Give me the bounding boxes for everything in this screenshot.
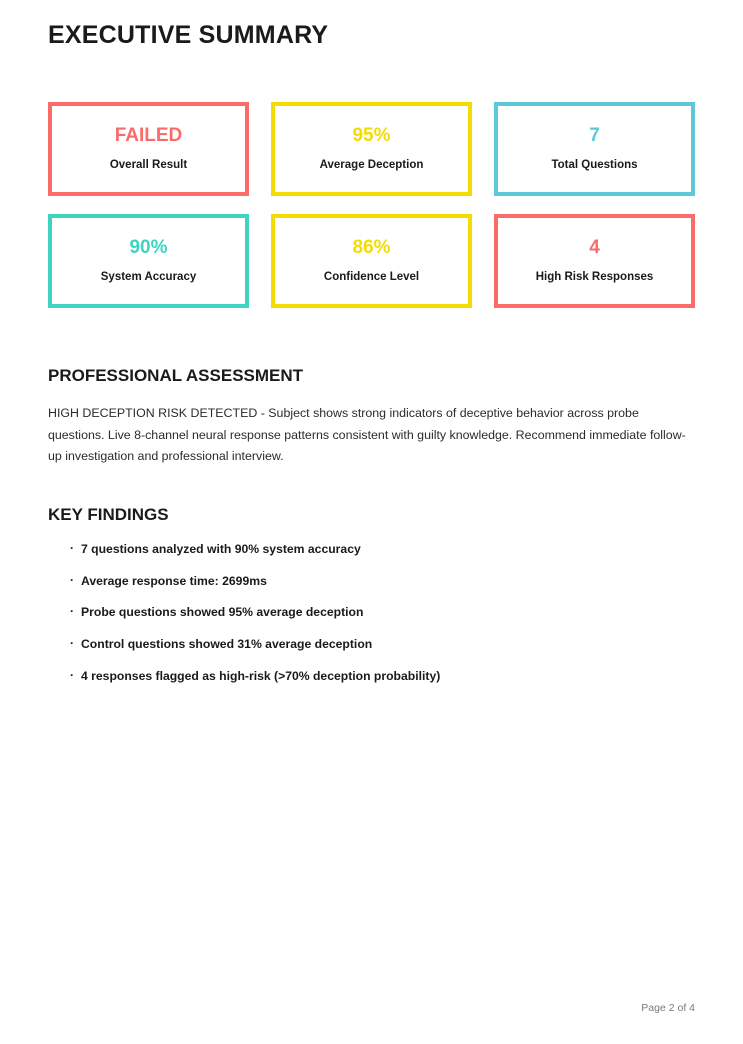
key-findings-section: [48, 505, 695, 685]
list-item: [70, 637, 695, 653]
metric-value: 86%: [352, 237, 391, 259]
section-heading-assessment: PROFESSIONAL ASSESSMENT: [48, 366, 304, 385]
metric-label: High Risk Responses: [535, 271, 654, 284]
metric-card-high-risk-responses: [494, 214, 695, 308]
list-item-text: 7 questions analyzed with 90% system accuracy: [81, 541, 361, 556]
page-footer: Page 2 of 4: [641, 1002, 695, 1014]
list-item-text: 4 responses flagged as high-risk (>70% deception probability): [81, 669, 441, 684]
page-title: EXECUTIVE SUMMARY: [48, 21, 329, 49]
list-item: [70, 574, 695, 590]
metric-card-overall-result: [48, 102, 249, 196]
list-item-text: Average response time: 2699ms: [81, 573, 267, 588]
bullet-glyph: ·: [70, 668, 74, 683]
metric-card-confidence-level: [271, 214, 472, 308]
bullet-glyph: ·: [70, 636, 74, 651]
list-item: [70, 605, 695, 621]
professional-assessment-section: [48, 366, 695, 467]
list-item: [70, 542, 695, 558]
metric-value: 4: [589, 237, 600, 259]
assessment-body-text: HIGH DECEPTION RISK DETECTED - Subject shows strong indicators of deceptive behavior across probe questions. Live 8-channel neural response patterns consistent with guilty knowledge. Recommend immediate follow-up investigation and professional interview.: [48, 406, 686, 464]
metric-label: Overall Result: [109, 159, 188, 172]
metric-label: System Accuracy: [100, 271, 197, 284]
metric-value: 90%: [129, 237, 168, 259]
bullet-glyph: ·: [70, 540, 74, 555]
metric-label: Average Deception: [319, 159, 424, 172]
bullet-glyph: ·: [70, 604, 74, 619]
key-findings-list: [48, 542, 695, 685]
metric-value: FAILED: [114, 125, 183, 147]
metric-card-system-accuracy: [48, 214, 249, 308]
metric-label: Confidence Level: [323, 271, 420, 284]
bullet-glyph: ·: [70, 572, 74, 587]
section-heading-key-findings: KEY FINDINGS: [48, 505, 169, 525]
metric-card-average-deception: [271, 102, 472, 196]
metric-value: 7: [589, 125, 600, 147]
metric-value: 95%: [352, 125, 391, 147]
metric-card-total-questions: [494, 102, 695, 196]
list-item-text: Control questions showed 31% average deception: [81, 637, 373, 652]
summary-metrics-grid: [48, 102, 695, 308]
list-item-text: Probe questions showed 95% average deception: [81, 605, 364, 620]
metric-label: Total Questions: [551, 159, 638, 172]
list-item: [70, 669, 695, 685]
